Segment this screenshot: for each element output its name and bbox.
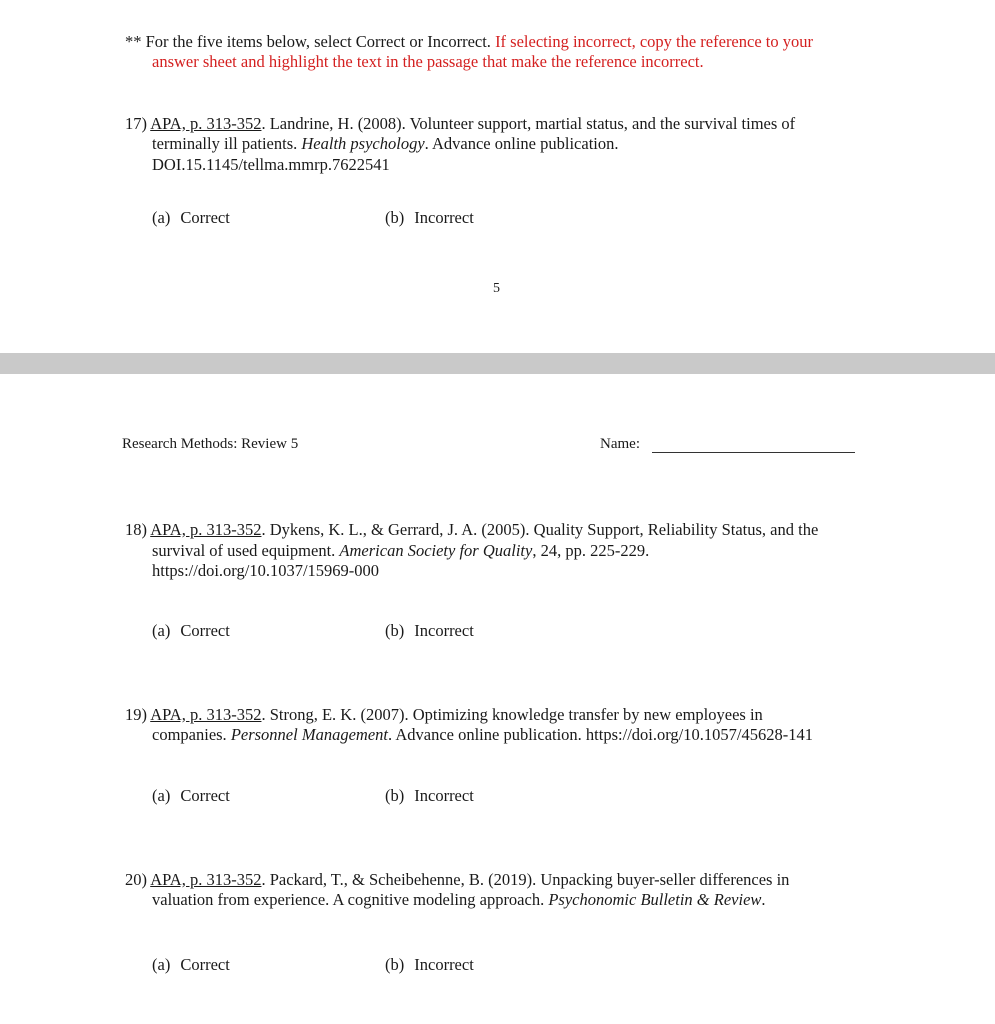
option-label: Correct xyxy=(180,208,230,227)
instructions-line-2: answer sheet and highlight the text in the passage that make the reference incorrect. xyxy=(152,52,704,71)
question-19-line-2 xyxy=(152,725,813,745)
question-17-doi: DOI.15.1145/tellma.mmrp.7622541 xyxy=(152,155,390,174)
question-18-doi: https://doi.org/10.1037/15969-000 xyxy=(152,561,380,580)
journal-title: Personnel Management xyxy=(230,725,388,744)
option-letter: (a) xyxy=(152,208,171,227)
option-letter: (b) xyxy=(385,955,405,974)
journal-title: American Society for Quality xyxy=(339,541,533,560)
question-18-line-2 xyxy=(152,541,649,561)
option-letter: (a) xyxy=(152,955,171,974)
option-label: Incorrect xyxy=(414,208,474,227)
apa-reference: APA, p. 313-352 xyxy=(150,114,262,133)
option-label: Correct xyxy=(180,955,230,974)
option-a-correct[interactable] xyxy=(152,208,230,228)
citation-text: . Landrine, H. (2008). Volunteer support, martial status, and the survival times of xyxy=(261,114,796,133)
citation-text: . Advance online publication. xyxy=(424,134,619,153)
option-b-incorrect[interactable] xyxy=(385,955,474,975)
option-label: Incorrect xyxy=(414,955,474,974)
question-17-line-2 xyxy=(152,134,618,154)
citation-text: valuation from experience. A cognitive modeling approach. xyxy=(152,890,549,909)
journal-title: Health psychology xyxy=(301,134,425,153)
question-17-line-1 xyxy=(125,114,795,134)
citation-text: companies. xyxy=(152,725,231,744)
citation-text: . xyxy=(761,890,766,909)
question-number: 18) xyxy=(125,520,147,539)
option-label: Incorrect xyxy=(414,621,474,640)
question-number: 17) xyxy=(125,114,147,133)
apa-reference: APA, p. 313-352 xyxy=(150,705,262,724)
option-label: Incorrect xyxy=(414,786,474,805)
name-label: Name: xyxy=(600,436,640,452)
option-letter: (b) xyxy=(385,786,405,805)
page-number: 5 xyxy=(493,281,500,296)
option-b-incorrect[interactable] xyxy=(385,786,474,806)
citation-text: . Strong, E. K. (2007). Optimizing knowledge transfer by new employees in xyxy=(261,705,763,724)
citation-text: . Advance online publication. https://doi.org/10.1057/45628-141 xyxy=(387,725,813,744)
option-a-correct[interactable] xyxy=(152,786,230,806)
apa-reference: APA, p. 313-352 xyxy=(150,520,262,539)
question-20-line-1 xyxy=(125,870,789,890)
question-20-line-2 xyxy=(152,890,766,910)
citation-text: , 24, pp. 225-229. xyxy=(532,541,650,560)
option-letter: (a) xyxy=(152,621,171,640)
name-blank-line[interactable] xyxy=(652,452,855,453)
option-a-correct[interactable] xyxy=(152,955,230,975)
option-label: Correct xyxy=(180,786,230,805)
instructions-red-text: If selecting incorrect, copy the reference to your xyxy=(495,32,813,51)
citation-text: . Packard, T., & Scheibehenne, B. (2019). Unpacking buyer-seller differences in xyxy=(261,870,790,889)
question-number: 20) xyxy=(125,870,147,889)
question-number: 19) xyxy=(125,705,147,724)
question-18-line-1 xyxy=(125,520,818,540)
instructions-text: For the five items below, select Correct or Incorrect. xyxy=(145,32,491,51)
citation-text: survival of used equipment. xyxy=(152,541,340,560)
option-a-correct[interactable] xyxy=(152,621,230,641)
option-letter: (b) xyxy=(385,208,405,227)
apa-reference: APA, p. 313-352 xyxy=(150,870,262,889)
journal-title: Psychonomic Bulletin & Review xyxy=(548,890,762,909)
citation-text: . Dykens, K. L., & Gerrard, J. A. (2005). Quality Support, Reliability Status, and the xyxy=(261,520,819,539)
instructions-marker: ** xyxy=(125,32,142,51)
page-header-title: Research Methods: Review 5 xyxy=(122,436,299,452)
option-letter: (a) xyxy=(152,786,171,805)
citation-text: terminally ill patients. xyxy=(152,134,302,153)
option-label: Correct xyxy=(180,621,230,640)
question-19-line-1 xyxy=(125,705,763,725)
option-letter: (b) xyxy=(385,621,405,640)
option-b-incorrect[interactable] xyxy=(385,621,474,641)
option-b-incorrect[interactable] xyxy=(385,208,474,228)
page-break xyxy=(0,353,995,374)
instructions-line-1 xyxy=(125,32,813,52)
